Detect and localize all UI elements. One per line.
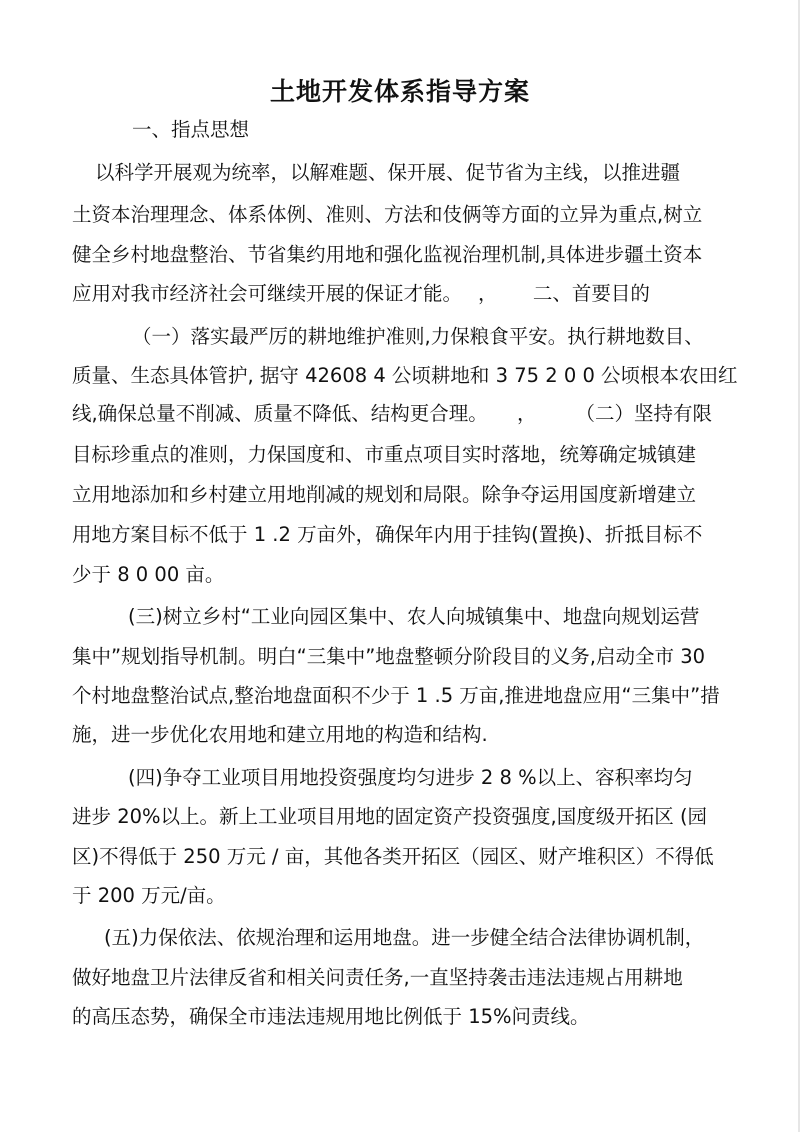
paragraph-line: 个村地盘整治试点,整治地盘面积不少于 1 .5 万亩,推进地盘应用“三集中”措 (72, 684, 720, 707)
paragraph-line: 集中”规划指导机制。明白“三集中”地盘整顿分阶段目的义务,启动全市 30 (72, 645, 706, 668)
paragraph-line: 健全乡村地盘整治、节省集约用地和强化监视治理机制,具体进步疆土资本 (72, 243, 703, 266)
paragraph-line: (五)力保依法、依规治理和运用地盘。进一步健全结合法律协调机制， (104, 926, 705, 949)
paragraph-line: 区)不得低于 250 万元 / 亩，其他各类开拓区（园区、财产堆积区）不得低 (72, 845, 714, 868)
paragraph-line: 进步 20%以上。新上工业项目用地的固定资产投资强度,国度级开拓区 (园 (72, 805, 708, 828)
paragraph-line: 立用地添加和乡村建立用地削减的规划和局限。除争夺运用国度新增建立 (72, 483, 697, 506)
paragraph-line: （一）落实最严厉的耕地维护准则,力保粮食平安。执行耕地数目、 (132, 325, 704, 348)
paragraph-line: 目标珍重点的准则，力保国度和、市重点项目实时落地，统筹确定城镇建 (72, 443, 697, 466)
paragraph-line: 做好地盘卫片法律反省和相关问责任务,一直坚持袭击违法违规占用耕地 (72, 966, 683, 989)
paragraph-line: 质量、生态具体管护, 据守 42608 4 公顷耕地和 3 75 2 0 0 公顷根本农田红 (72, 364, 738, 387)
paragraph-line: (三)树立乡村“工业向园区集中、农人向城镇集中、地盘向规划运营 (128, 605, 700, 628)
paragraph-line: 于 200 万元/亩。 (72, 884, 226, 907)
paragraph-line: 少于 8 0 00 亩。 (72, 563, 225, 586)
paragraph-line: 土资本治理理念、体系体例、准则、方法和伎俩等方面的立异为重点,树立 (72, 203, 703, 226)
paragraph-line: 线,确保总量不削减、质量不降低、结构更合理。 ， （二）坚持有限 (72, 402, 712, 425)
paragraph-line: 应用对我市经济社会可继续开展的保证才能。 ， 二、首要目的 (72, 282, 650, 305)
document-title: 土地开发体系指导方案 (269, 77, 530, 106)
paragraph-line: 用地方案目标不低于 1 .2 万亩外，确保年内用于挂钩(置换)、折抵目标不 (72, 523, 703, 546)
section-heading-guiding-thought: 一、指点思想 (132, 118, 250, 141)
paragraph-line: (四)争夺工业项目用地投资强度均匀进步 2 8 %以上、容积率均匀 (128, 766, 693, 789)
paragraph-line: 以科学开展观为统率，以解难题、保开展、促节省为主线，以推进疆 (95, 161, 681, 184)
paragraph-line: 施，进一步优化农用地和建立用地的构造和结构. (72, 723, 488, 746)
paragraph-line: 的高压态势，确保全市违法违规用地比例低于 15%问责线。 (72, 1005, 590, 1028)
